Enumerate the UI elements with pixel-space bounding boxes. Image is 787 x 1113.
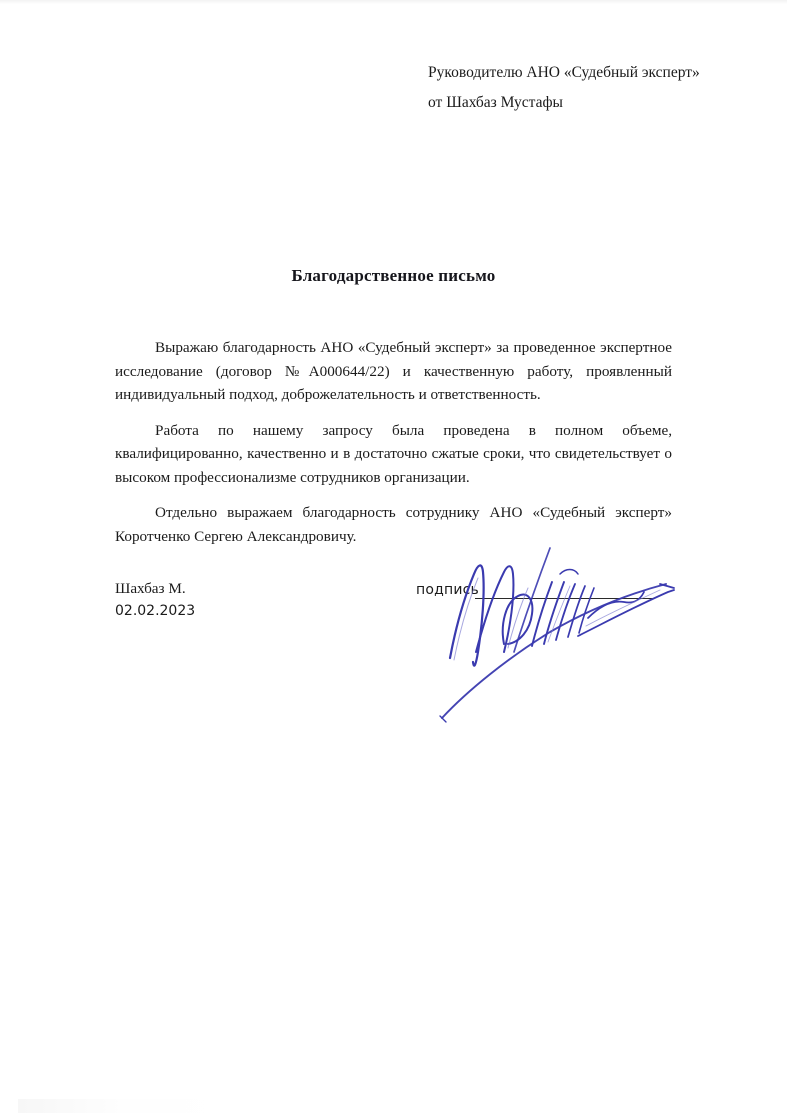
scan-edge-top <box>0 0 787 4</box>
addressee-recipient: Руководителю АНО «Судебный эксперт» <box>428 64 700 81</box>
body-paragraph-2: Работа по нашему запросу была проведена в полном объеме, квалифицированно, качественно и в достаточно сжатые сроки, что свидетельствует о высоком профессионализме сотрудников организации. <box>115 421 672 486</box>
signer-name: Шахбаз М. <box>115 580 186 597</box>
handwritten-signature <box>428 540 678 730</box>
document-body <box>115 336 672 548</box>
body-paragraph-1: Выражаю благодарность АНО «Судебный эксперт» за проведенное экспертное исследование (договор №А000644/22) и качественную работу, проявленный индивидуальный подход, доброжелательность и ответственность. <box>115 339 672 403</box>
signer-info-block <box>115 578 355 622</box>
addressee-sender: от Шахбаз Мустафы <box>428 94 563 111</box>
body-paragraph-3: Отдельно выражаем благодарность сотруднику АНО «Судебный эксперт» Коротченко Сергею Александровичу. <box>115 504 672 545</box>
signature-label: подпись <box>416 582 479 598</box>
signature-date: 02.02.2023 <box>115 603 196 619</box>
scan-edge-bottom <box>18 1099 228 1113</box>
signature-rule <box>475 598 653 599</box>
document-title: Благодарственное письмо <box>291 266 496 285</box>
signature-line-block <box>416 582 666 608</box>
addressee-block <box>428 58 758 118</box>
